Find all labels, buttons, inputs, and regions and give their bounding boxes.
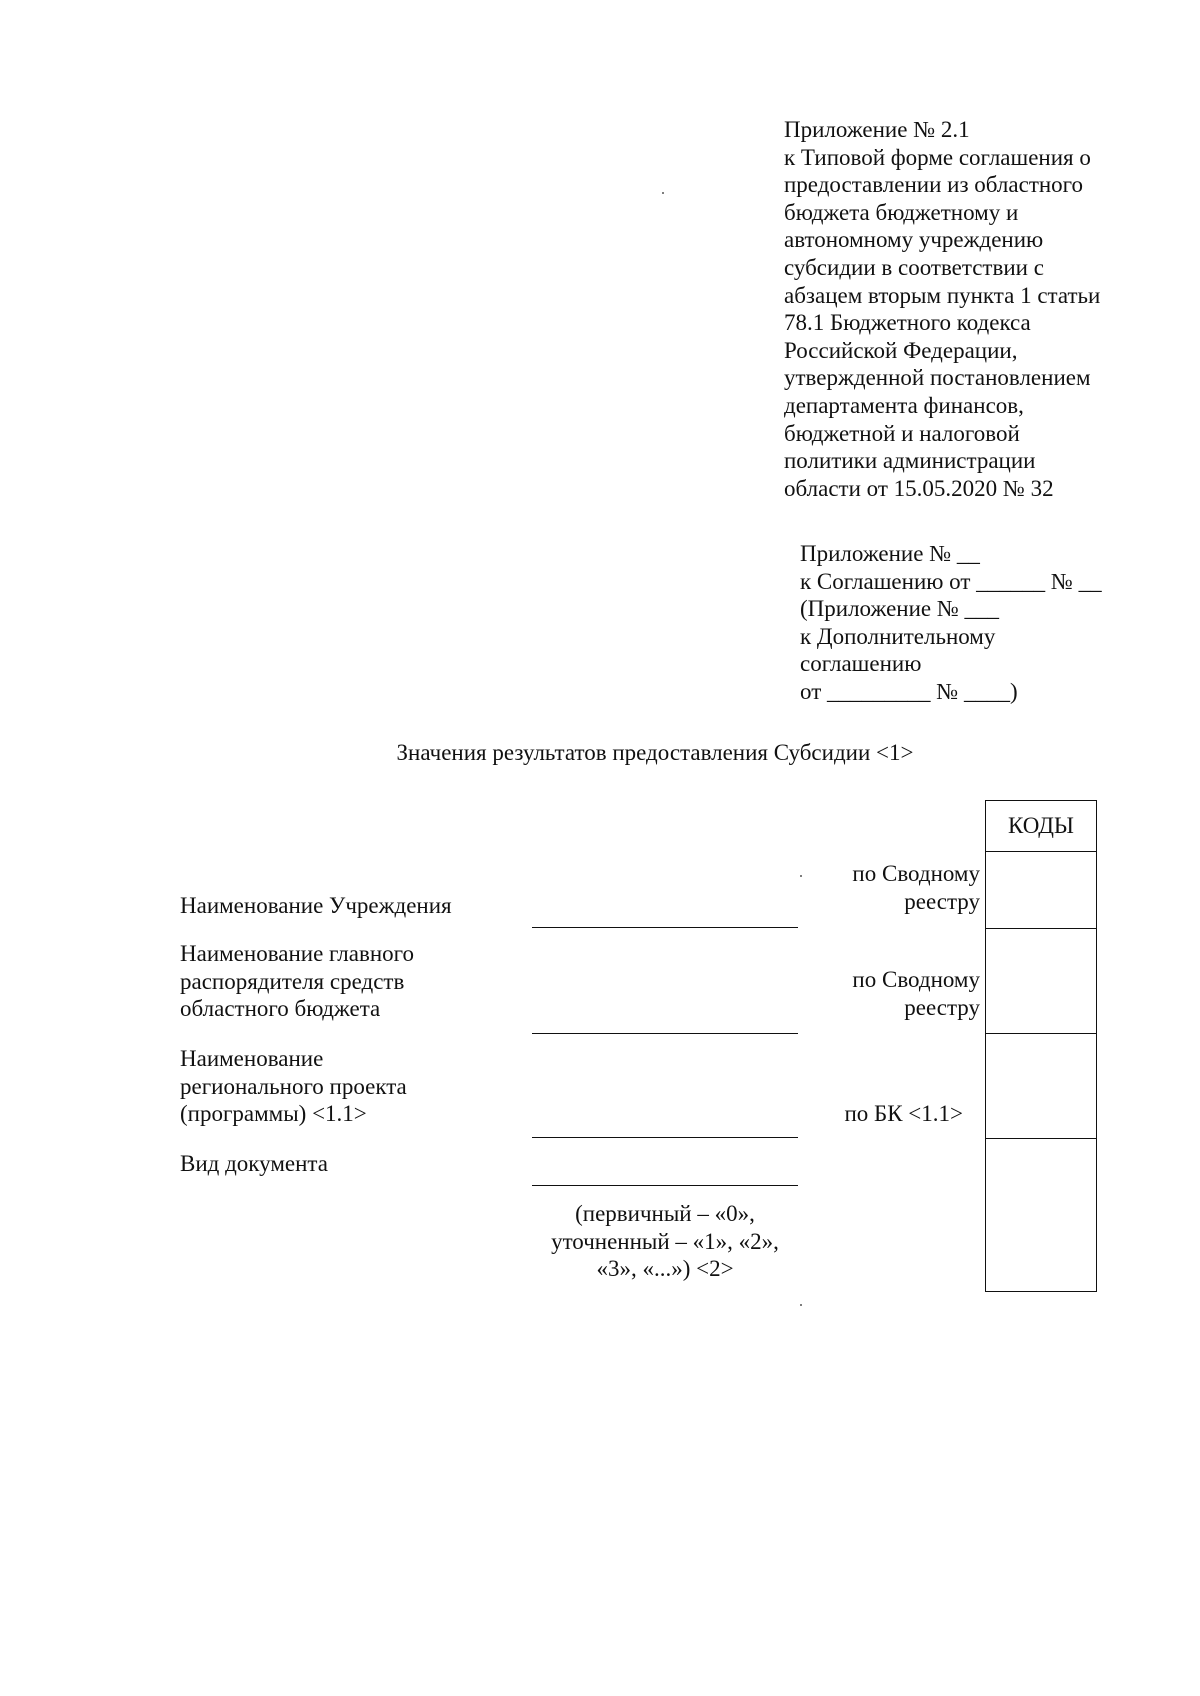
- chief-manager-input-line[interactable]: [532, 1033, 798, 1034]
- regional-project-input-line[interactable]: [532, 1137, 798, 1138]
- field-label-line: Вид документа: [180, 1151, 328, 1176]
- appendix-header-line: Российской Федерации,: [784, 337, 1018, 363]
- scan-speck: [800, 1304, 802, 1306]
- field-label-line: (программы) <1.1>: [180, 1101, 367, 1127]
- appendix-header-line: политики администрации: [784, 448, 1036, 474]
- field-label-line: Наименование главного: [180, 941, 415, 966]
- register-label-line: по Сводному: [852, 967, 980, 992]
- agreement-ref-line: к Соглашению от ______ № __: [800, 568, 1102, 594]
- register-label-bk: [780, 1100, 963, 1128]
- agreement-ref-line: соглашению: [800, 651, 922, 677]
- appendix-header-line: 78.1 Бюджетного кодекса: [784, 310, 1031, 336]
- field-label-line: Наименование Учреждения: [180, 893, 452, 918]
- hint-line: «3», «...») <2>: [596, 1256, 734, 1282]
- agreement-reference: [800, 540, 1102, 706]
- appendix-header: [784, 116, 1100, 502]
- hint-line: (первичный – «0»,: [575, 1201, 755, 1226]
- field-label-regional-project: [180, 1045, 407, 1128]
- appendix-header-line: автономному учреждению: [784, 227, 1044, 253]
- codes-header: КОДЫ: [1008, 813, 1074, 838]
- field-label-line: регионального проекта: [180, 1073, 407, 1099]
- hint-line: уточненный – «1», «2»,: [551, 1228, 779, 1254]
- field-label-chief-manager: [180, 940, 414, 1023]
- appendix-header-line: бюджета бюджетному и: [784, 199, 1019, 225]
- codes-table: [985, 800, 1097, 1292]
- institution-input-line[interactable]: [532, 927, 798, 928]
- register-label-2: [780, 966, 980, 1021]
- appendix-header-line: департамента финансов,: [784, 392, 1024, 418]
- field-label-line: распорядителя средств: [180, 968, 405, 994]
- appendix-header-line: бюджетной и налоговой: [784, 420, 1020, 446]
- appendix-header-line: области от 15.05.2020 № 32: [784, 475, 1054, 501]
- appendix-header-line: Приложение № 2.1: [784, 117, 970, 142]
- agreement-ref-line: (Приложение № ___: [800, 596, 1000, 622]
- document-type-hint: [532, 1200, 798, 1283]
- appendix-header-line: предоставлении из областного: [784, 172, 1084, 198]
- register-label-line: по Сводному: [852, 861, 980, 886]
- scan-speck: [800, 875, 802, 877]
- appendix-header-line: субсидии в соответствии с: [784, 254, 1044, 280]
- document-title: Значения результатов предоставления Субсидии <1>: [396, 740, 914, 765]
- field-label-institution: [180, 892, 452, 920]
- appendix-header-line: утвержденной постановлением: [784, 365, 1091, 391]
- code-cell-bk[interactable]: [986, 1033, 1096, 1138]
- code-cell-document-type[interactable]: [986, 1138, 1096, 1291]
- register-label-line: реестру: [904, 994, 980, 1020]
- field-label-line: областного бюджета: [180, 996, 381, 1022]
- field-label-document-type: [180, 1150, 328, 1178]
- agreement-ref-line: Приложение № __: [800, 541, 980, 566]
- field-label-line: Наименование: [180, 1046, 324, 1071]
- code-cell-institution[interactable]: [986, 851, 1096, 928]
- appendix-header-line: к Типовой форме соглашения о: [784, 144, 1091, 170]
- register-label-line: по БК <1.1>: [844, 1101, 963, 1126]
- agreement-ref-line: к Дополнительному: [800, 623, 996, 649]
- scan-speck: [662, 192, 664, 194]
- agreement-ref-line: от _________ № ____): [800, 678, 1018, 704]
- code-cell-chief-manager[interactable]: [986, 928, 1096, 1033]
- register-label-1: [780, 860, 980, 915]
- register-label-line: реестру: [904, 888, 980, 914]
- appendix-header-line: абзацем вторым пункта 1 статьи: [784, 282, 1101, 308]
- document-type-input-line[interactable]: [532, 1185, 798, 1186]
